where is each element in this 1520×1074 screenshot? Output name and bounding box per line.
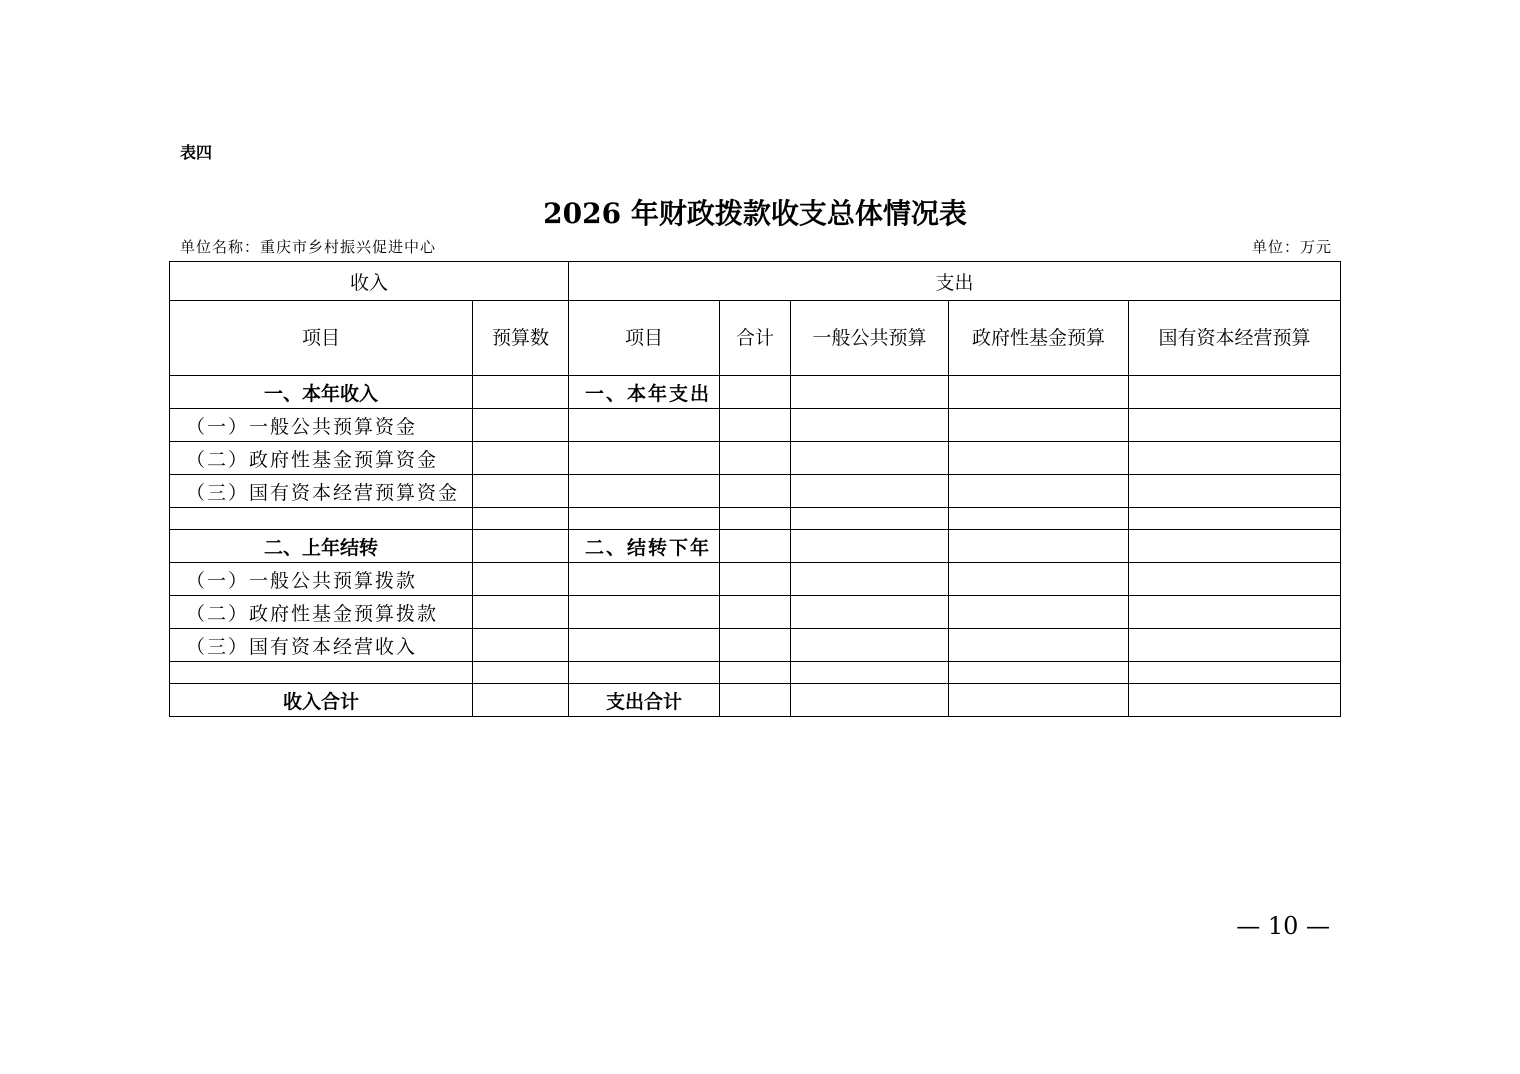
table-row — [170, 508, 1341, 530]
income-item-cell — [170, 508, 473, 530]
table-row — [170, 475, 1341, 508]
budget-amount-cell — [473, 442, 569, 475]
unit-name: 单位名称：重庆市乡村振兴促进中心 — [180, 238, 437, 256]
general-public-cell — [791, 629, 949, 662]
table-row — [170, 530, 1341, 563]
gov-fund-cell — [949, 508, 1129, 530]
expense-item-cell — [569, 662, 720, 684]
general-public-cell — [791, 596, 949, 629]
expense-section-header: 支出 — [569, 262, 1341, 301]
gov-fund-cell — [949, 376, 1129, 409]
income-item-cell: （一）一般公共预算资金 — [170, 409, 473, 442]
expense-item-cell — [569, 442, 720, 475]
gov-fund-cell — [949, 475, 1129, 508]
expense-item-cell — [569, 629, 720, 662]
general-public-cell — [791, 475, 949, 508]
budget-amount-cell — [473, 376, 569, 409]
state-capital-cell — [1129, 662, 1341, 684]
total-cell — [720, 629, 791, 662]
table-row — [170, 662, 1341, 684]
state-capital-header: 国有资本经营预算 — [1129, 301, 1341, 376]
gov-fund-cell — [949, 442, 1129, 475]
state-capital-cell — [1129, 376, 1341, 409]
expense-item-cell: 二、结转下年 — [569, 530, 720, 563]
total-cell — [720, 508, 791, 530]
gov-fund-cell — [949, 662, 1129, 684]
expense-total-cell: 支出合计 — [569, 684, 720, 717]
table-label: 表四 — [180, 143, 213, 162]
general-public-cell — [791, 508, 949, 530]
state-capital-cell — [1129, 508, 1341, 530]
state-capital-cell — [1129, 409, 1341, 442]
total-cell — [720, 684, 791, 717]
budget-amount-cell — [473, 662, 569, 684]
gov-fund-cell — [949, 563, 1129, 596]
budget-amount-cell — [473, 409, 569, 442]
budget-amount-cell — [473, 508, 569, 530]
total-cell — [720, 409, 791, 442]
column-header-row — [170, 301, 1341, 376]
general-public-cell — [791, 662, 949, 684]
budget-table — [169, 261, 1341, 717]
gov-fund-cell — [949, 530, 1129, 563]
total-cell — [720, 376, 791, 409]
expense-item-cell: 一、本年支出 — [569, 376, 720, 409]
page-title: 2026 年财政拨款收支总体情况表 — [543, 197, 967, 230]
table-row — [170, 442, 1341, 475]
table-row — [170, 684, 1341, 717]
expense-item-cell — [569, 508, 720, 530]
general-public-cell — [791, 442, 949, 475]
unit-label: 单位：万元 — [1251, 238, 1332, 256]
table-row — [170, 596, 1341, 629]
budget-amount-header: 预算数 — [473, 301, 569, 376]
table-row — [170, 376, 1341, 409]
table-row — [170, 563, 1341, 596]
total-cell — [720, 442, 791, 475]
state-capital-cell — [1129, 530, 1341, 563]
expense-item-cell — [569, 596, 720, 629]
budget-amount-cell — [473, 629, 569, 662]
general-public-cell — [791, 409, 949, 442]
state-capital-cell — [1129, 442, 1341, 475]
general-public-cell — [791, 684, 949, 717]
budget-amount-cell — [473, 475, 569, 508]
table-row — [170, 409, 1341, 442]
state-capital-cell — [1129, 563, 1341, 596]
income-item-cell — [170, 662, 473, 684]
general-public-cell — [791, 376, 949, 409]
state-capital-cell — [1129, 684, 1341, 717]
income-total-cell: 收入合计 — [170, 684, 473, 717]
gov-fund-cell — [949, 409, 1129, 442]
total-cell — [720, 530, 791, 563]
income-section-header: 收入 — [170, 262, 569, 301]
total-cell — [720, 563, 791, 596]
budget-amount-cell — [473, 563, 569, 596]
state-capital-cell — [1129, 475, 1341, 508]
general-public-header: 一般公共预算 — [791, 301, 949, 376]
expense-item-cell — [569, 563, 720, 596]
income-item-header: 项目 — [170, 301, 473, 376]
total-cell — [720, 662, 791, 684]
income-item-cell: （二）政府性基金预算资金 — [170, 442, 473, 475]
section-header-row — [170, 262, 1341, 301]
income-item-cell: 二、上年结转 — [170, 530, 473, 563]
income-item-cell: （三）国有资本经营预算资金 — [170, 475, 473, 508]
page-number: — 10 — — [1236, 912, 1330, 940]
expense-item-cell — [569, 409, 720, 442]
income-item-cell: （一）一般公共预算拨款 — [170, 563, 473, 596]
gov-fund-cell — [949, 629, 1129, 662]
expense-item-cell — [569, 475, 720, 508]
gov-fund-cell — [949, 596, 1129, 629]
expense-item-header: 项目 — [569, 301, 720, 376]
income-item-cell: （三）国有资本经营收入 — [170, 629, 473, 662]
general-public-cell — [791, 530, 949, 563]
total-cell — [720, 475, 791, 508]
total-header: 合计 — [720, 301, 791, 376]
budget-amount-cell — [473, 530, 569, 563]
income-item-cell: 一、本年收入 — [170, 376, 473, 409]
budget-amount-cell — [473, 596, 569, 629]
gov-fund-cell — [949, 684, 1129, 717]
gov-fund-header: 政府性基金预算 — [949, 301, 1129, 376]
state-capital-cell — [1129, 596, 1341, 629]
general-public-cell — [791, 563, 949, 596]
state-capital-cell — [1129, 629, 1341, 662]
table-row — [170, 629, 1341, 662]
budget-amount-cell — [473, 684, 569, 717]
income-item-cell: （二）政府性基金预算拨款 — [170, 596, 473, 629]
total-cell — [720, 596, 791, 629]
